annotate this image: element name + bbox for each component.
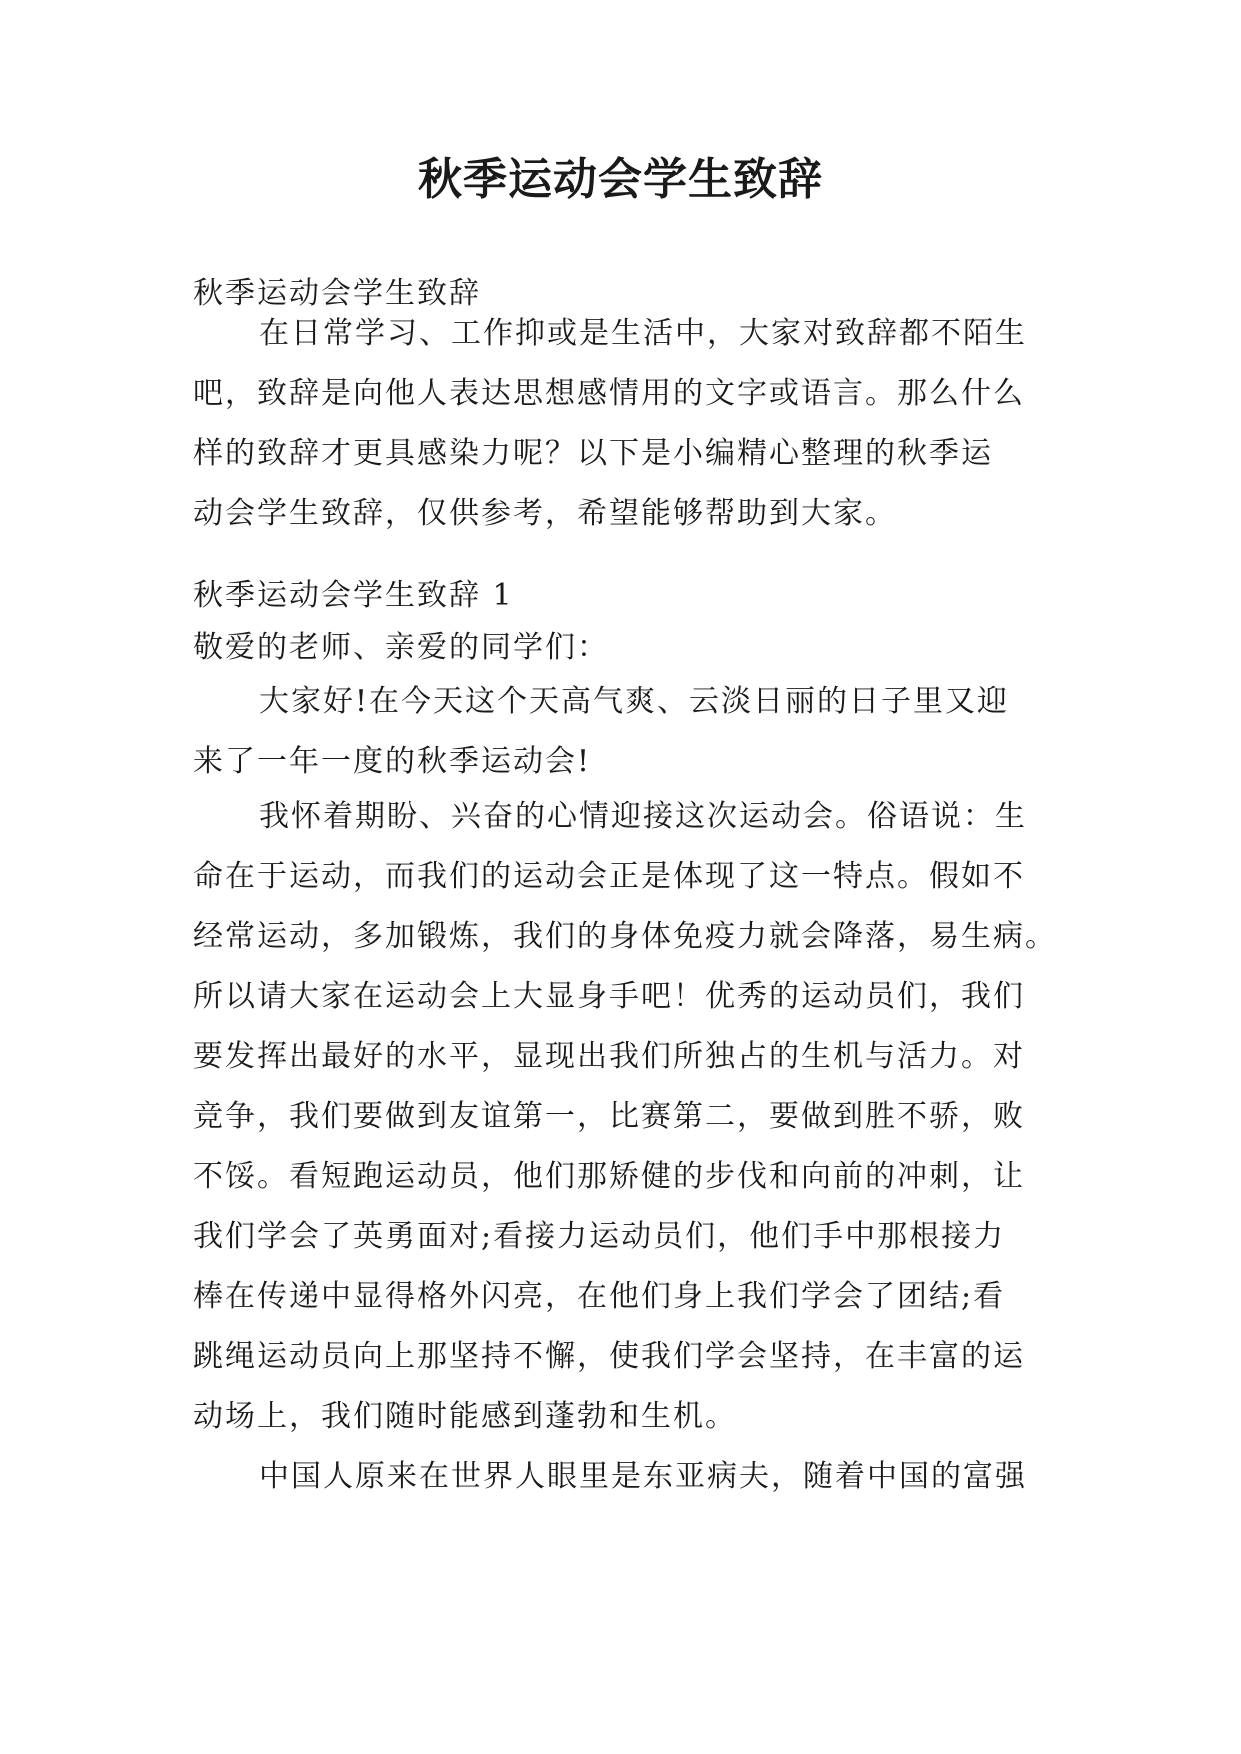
paragraph-line: 要发挥出最好的水平，显现出我们所独占的生机与活力。对: [193, 1039, 1025, 1074]
paragraph-line: 不馁。看短跑运动员，他们那矫健的步伐和向前的冲刺，让: [193, 1159, 1025, 1194]
intro-line: 在日常学习、工作抑或是生活中，大家对致辞都不陌生: [259, 316, 1027, 351]
paragraph-line: 所以请大家在运动会上大显身手吧！优秀的运动员们，我们: [193, 979, 1025, 1014]
section-heading-block: [193, 566, 1053, 626]
paragraph-line: 经常运动，多加锻炼，我们的身体免疫力就会降落，易生病。: [193, 919, 1057, 954]
paragraph-line: 命在于运动，而我们的运动会正是体现了这一特点。假如不: [193, 859, 1025, 894]
document-subtitle: 秋季运动会学生致辞: [193, 276, 481, 311]
intro-paragraph: [193, 304, 1053, 544]
paragraph-line: 竞争，我们要做到友谊第一，比赛第二，要做到胜不骄，败: [193, 1099, 1025, 1134]
intro-line: 样的致辞才更具感染力呢？以下是小编精心整理的秋季运: [193, 436, 993, 471]
intro-line: 吧，致辞是向他人表达思想感情用的文字或语言。那么什么: [193, 376, 1025, 411]
paragraph-line: 我怀着期盼、兴奋的心情迎接这次运动会。俗语说：生: [259, 799, 1027, 834]
paragraph-line: 棒在传递中显得格外闪亮，在他们身上我们学会了团结;看: [193, 1279, 1006, 1314]
paragraph-line: 我们学会了英勇面对;看接力运动员们，他们手中那根接力: [193, 1219, 1006, 1254]
document-title: 秋季运动会学生致辞: [418, 154, 823, 205]
salutation: 敬爱的老师、亲爱的同学们：: [193, 630, 609, 665]
paragraph-line: 跳绳运动员向上那坚持不懈，使我们学会坚持，在丰富的运: [193, 1339, 1025, 1374]
paragraph-main: [193, 787, 1057, 1447]
paragraph-closing: [193, 1447, 1053, 1507]
paragraph-line: 来了一年一度的秋季运动会!: [193, 744, 592, 779]
paragraph-greeting: [193, 672, 1053, 792]
paragraph-line: 中国人原来在世界人眼里是东亚病夫，随着中国的富强: [259, 1459, 1027, 1494]
paragraph-line: 动场上，我们随时能感到蓬勃和生机。: [193, 1399, 737, 1434]
paragraph-line: 大家好!在今天这个天高气爽、云淡日丽的日子里又迎: [259, 684, 1010, 719]
section-heading: 秋季运动会学生致辞 1: [193, 578, 514, 613]
intro-line: 动会学生致辞，仅供参考，希望能够帮助到大家。: [193, 496, 897, 531]
salutation-block: [193, 618, 1053, 678]
